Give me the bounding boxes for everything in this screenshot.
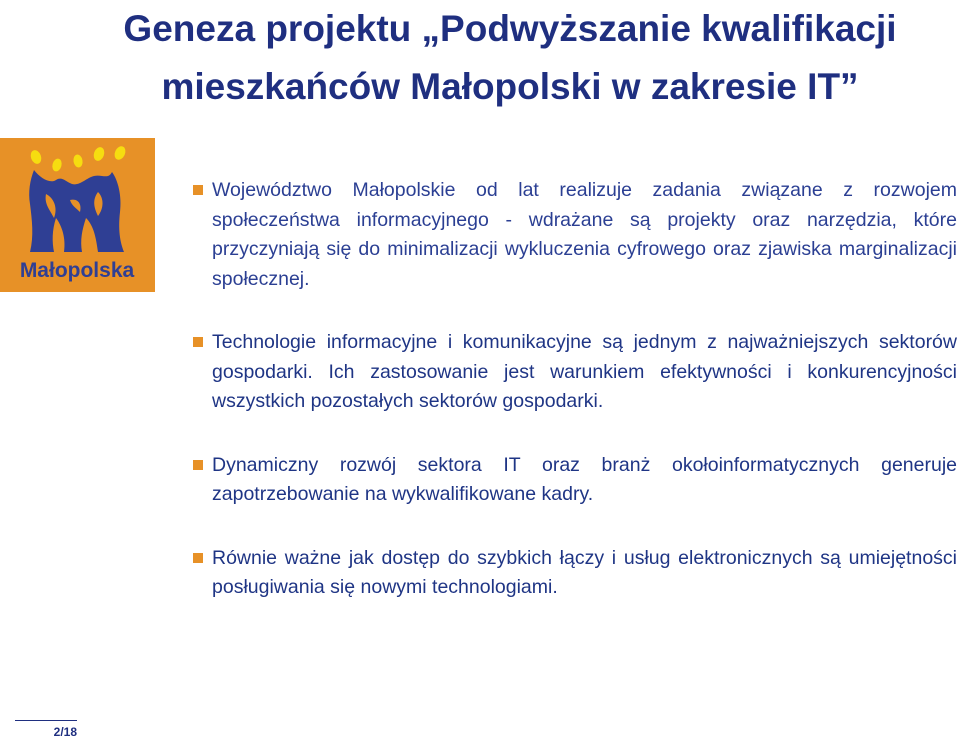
- bullet-text: Dynamiczny rozwój sektora IT oraz branż okołoinformatycznych generuje zapotrzebowanie na wykwalifikowane kadry.: [212, 453, 957, 505]
- bullet-item: [193, 328, 957, 417]
- bullet-text: Województwo Małopolskie od lat realizuje zadania związane z rozwojem społeczeństwa informacyjnego - wdrażane są projekty oraz narzędzia, które przyczyniają się do minimalizacji wykluczenia cyfrowego oraz zjawiska marginalizacji społecznej.: [212, 179, 957, 290]
- bullet-list: [193, 176, 957, 637]
- bullet-item: [193, 451, 957, 510]
- crown-dot-2: [51, 158, 63, 173]
- bullet-item: [193, 176, 957, 294]
- slide-title-line-2: mieszkańców Małopolski w zakresie IT”: [161, 66, 859, 107]
- bullet-text: Równie ważne jak dostęp do szybkich łączy i usług elektronicznych są umiejętności posługiwania się nowymi technologiami.: [212, 546, 957, 598]
- square-bullet-icon: [193, 337, 203, 347]
- logo-text: Małopolska: [19, 259, 135, 282]
- malopolska-logo-graphic: [0, 138, 155, 292]
- bullet-text: Technologie informacyjne i komunikacyjne są jednym z najważniejszych sektorów gospodarki. Ich zastosowanie jest warunkiem efektywności i konkurencyjności wszystkich pozostałych sektorów gospodarki.: [212, 331, 957, 412]
- square-bullet-icon: [193, 553, 203, 563]
- crown-dot-3: [72, 154, 83, 168]
- crown-shape: [29, 170, 124, 252]
- square-bullet-icon: [193, 460, 203, 470]
- crown-dot-4: [92, 146, 106, 163]
- malopolska-logo: [0, 138, 155, 292]
- page-number: 2/18: [15, 720, 77, 739]
- slide-title-line-1: Geneza projektu „Podwyższanie kwalifikacji: [123, 8, 897, 49]
- crown-dot-5: [113, 145, 128, 162]
- slide-title: [60, 0, 960, 116]
- crown-dot-1: [29, 149, 43, 166]
- bullet-item: [193, 544, 957, 603]
- square-bullet-icon: [193, 185, 203, 195]
